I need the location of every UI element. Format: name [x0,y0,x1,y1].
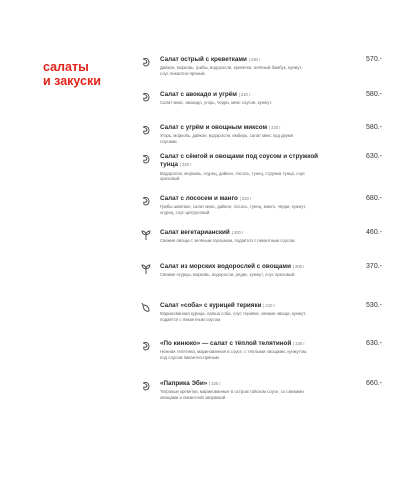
shrimp-icon [140,91,152,103]
menu-item-description: Водоросли, морковь, огурец, дайкон, лосось, тунец, стружка тунца, соус ореховый. [160,170,306,182]
shrimp-icon [140,195,152,207]
menu-item-title: «По кинюко» — салат с тёплой телятиной [160,340,292,347]
section-title-line-2: и закуски [43,74,101,88]
menu-item-title: Салат с лососем и манго [160,195,238,202]
menu-item-name [160,302,328,310]
menu-item-name [160,229,328,237]
menu-item [160,153,382,182]
menu-item-name [160,56,328,64]
menu-item-price: 660.- [366,380,382,387]
menu-item [160,195,382,215]
menu-item-description: Тигровые креветки, маринованные в остром тайском соусе, со свежими овощами и пикантной заправкой. [160,389,304,400]
menu-item-name [160,380,328,388]
menu-item-name [160,263,328,271]
menu-item-title: Салат острый с креветками [160,56,247,63]
menu-item-price: 460.- [366,229,382,236]
section-title-line-1: салаты [43,60,89,74]
menu-item-name [160,124,328,132]
menu-item-description: Грибы шиитаке, салат микс, дайкон, лосось, тунец, манго, черри, кунжут, огурец, соус цитрусовый. [160,204,307,215]
leaf-icon [140,263,152,275]
menu-item-weight: | 230 г [208,381,221,386]
menu-item-price: 530.- [366,302,382,309]
menu-item-description: Свежие огурцы, морковь, водоросли, редис, кунжут, соус ореховый. [160,272,296,278]
menu-item [160,380,382,400]
section-title [43,60,101,88]
menu-item [160,91,382,106]
shrimp-icon [140,380,152,392]
menu-item-description: Свежие овощи с зелёным горошком, подаётся с пикантным соусом. [160,238,296,244]
menu-item-title: Салат «соба» с курицей терияки [160,302,262,309]
menu-item [160,263,382,278]
menu-item-weight: | 230 г [248,57,261,62]
menu-item-name [160,340,328,348]
menu-item-price: 570.- [366,56,382,63]
menu-item [160,302,382,322]
menu-item-title: Салат из морских водорослей с овощами [160,263,291,270]
menu-item-weight: | 200 г [292,264,305,269]
menu-item-weight: | 200 г [231,230,244,235]
menu-item-description: Маринованная курица, лапша соба, соус терияки, свежие овощи, кунжут, подаётся с пикантным соусом. [160,311,307,322]
menu-item-name [160,195,328,203]
menu-item-weight: | 220 г [239,196,252,201]
menu-item-weight: | 220 г [268,125,281,130]
shrimp-icon [140,340,152,352]
menu-item [160,229,382,244]
menu-item-description: Угорь, морковь, дайкон, водоросли, имбирь, салат микс под двумя соусами. [160,133,294,144]
menu-item-title: «Паприка Эби» [160,380,208,387]
menu-item-title: Салат с угрём и овощным миксом [160,124,268,131]
menu-item-name [160,91,328,99]
menu-item-description: Дайкон, морковь, грибы, водоросли, креветки, зелёный бамбук, кунжут, соус пикантно-пряный. [160,65,303,76]
menu-item-price: 680.- [366,195,382,202]
leaf-icon [140,229,152,241]
chili-icon [140,302,152,314]
menu-item-weight: | 230 г [292,341,305,346]
menu-item-price: 630.- [366,153,382,160]
menu-item-price: 370.- [366,263,382,270]
menu-item-price: 580.- [366,124,382,131]
menu-item-description: Нежная телятина, маринованная в соусе, с тёплыми овощами, кунжутом, под соусом пикантно-пряным. [160,349,308,360]
menu-item-weight: | 210 г [263,303,276,308]
shrimp-icon [140,124,152,136]
menu-item-weight: | 210 г [238,92,251,97]
shrimp-icon [140,153,152,165]
menu-item-name [160,153,328,170]
menu-item-weight: | 220 г [179,162,192,168]
menu-item-description: Салат микс, авокадо, угорь, черри, микс соусов, кунжут. [160,100,272,106]
menu-item [160,340,382,360]
menu-item-title: Салат с авокадо и угрём [160,91,237,98]
menu-item-title: Салат вегетарианский [160,229,230,236]
shrimp-icon [140,56,152,68]
menu-item [160,124,382,144]
menu-item-title: Салат с сёмгой и овощами под соусом и стружкой тунца [160,153,319,169]
menu-item-price: 580.- [366,91,382,98]
menu-item-price: 630.- [366,340,382,347]
menu-item [160,56,382,76]
